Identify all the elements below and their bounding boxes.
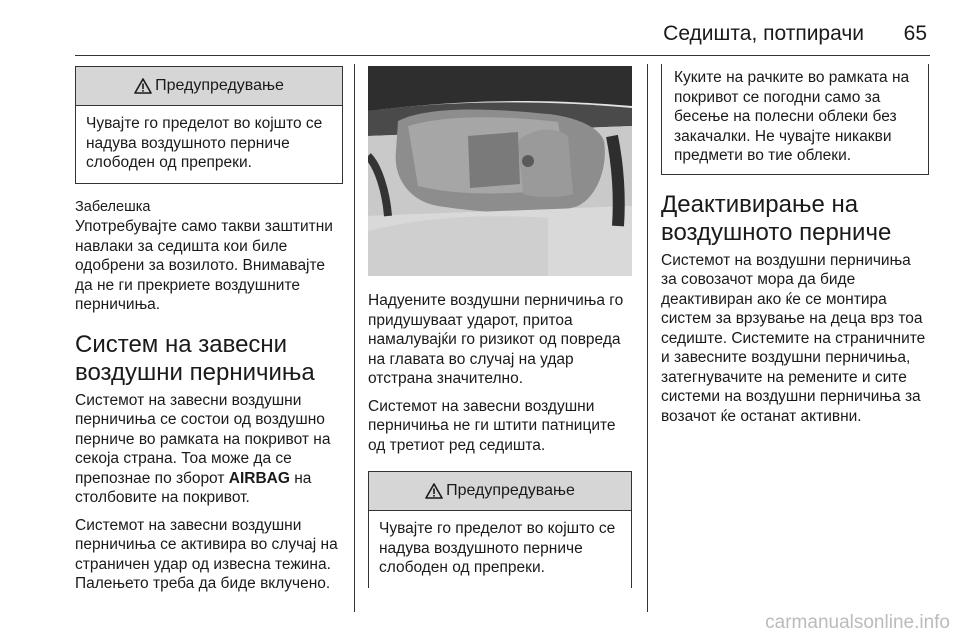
header-rule [75,55,930,56]
note-text: Употребувајте само такви заштитни навлаки за седишта кои биле одобрени за возилото. Внимавајте да не ги прекриете воздушните перничиња. [75,218,333,313]
warning-title: Предупредување [155,77,284,95]
section-title: Деактивирање на воздушното перниче [661,190,892,246]
warning-title: Предупредување [446,482,575,500]
page-header [0,22,960,54]
warning-text: Чувајте го пределот во којшто се надува воздушното перниче слободен од препреки. [379,520,616,576]
image-caption: Надуените воздушни перничиња го придушуваат ударот, притоа намалувајќи го ризикот од повреда на главата во случај на удар отстрана значително. [368,292,624,387]
watermark: carmanualsonline.info [765,612,950,633]
column-2 [368,66,632,588]
warning-header [76,66,342,106]
curtain-airbag-illustration [368,66,632,276]
column-1 [75,66,343,594]
airbag-label: AIRBAG [228,469,290,487]
note-title: Забелешка [75,198,151,215]
warning-triangle-icon [134,78,152,94]
warning-text: Чувајте го пределот во којшто се надува воздушното перниче слободен од препреки. [86,115,323,171]
column-divider [354,64,355,612]
section-title: Систем на завесни воздушни перничиња [75,330,315,386]
warning-box [75,66,343,184]
paragraph: Системот на завесни воздушни перничиња не ги штити патниците од третиот ред седишта. [368,397,616,454]
warning-box-continued: Куките на рачките во рамката на покривот се погодни само за бесење на полесни облеки без закачалки. Не чувајте никакви предмети во тие облеки. [661,64,929,175]
header-title: Седишта, потпирачи [663,22,864,45]
paragraph: Системот на завесни воздушни перничиња се состои од воздушно перниче во рамката на покривот на секоја страна. Тоа може да се препознае по зборот AIRBAG на столбовите на покривот. [75,391,331,506]
warning-header [369,471,631,511]
column-divider [647,64,648,612]
page-number: 65 [903,22,927,45]
paragraph: Системот на воздушни перничиња за совозачот мора да биде деактивиран ако ќе се монтира систем за врзување на деца врз тоа седиште. Системите на страничните и завесните воздушни перничиња, затегнувачите на ремените и сите системи на воздушни перничиња за возачот ќе останат активни. [661,251,926,425]
warning-triangle-icon [425,483,443,499]
column-3 [661,66,929,426]
warning-box [368,471,632,588]
paragraph: Системот на завесни воздушни перничиња се активира во случај на страничен удар од извесна тежина. Палењето треба да биде вклучено. [75,516,338,592]
car-interior-image [368,66,632,276]
